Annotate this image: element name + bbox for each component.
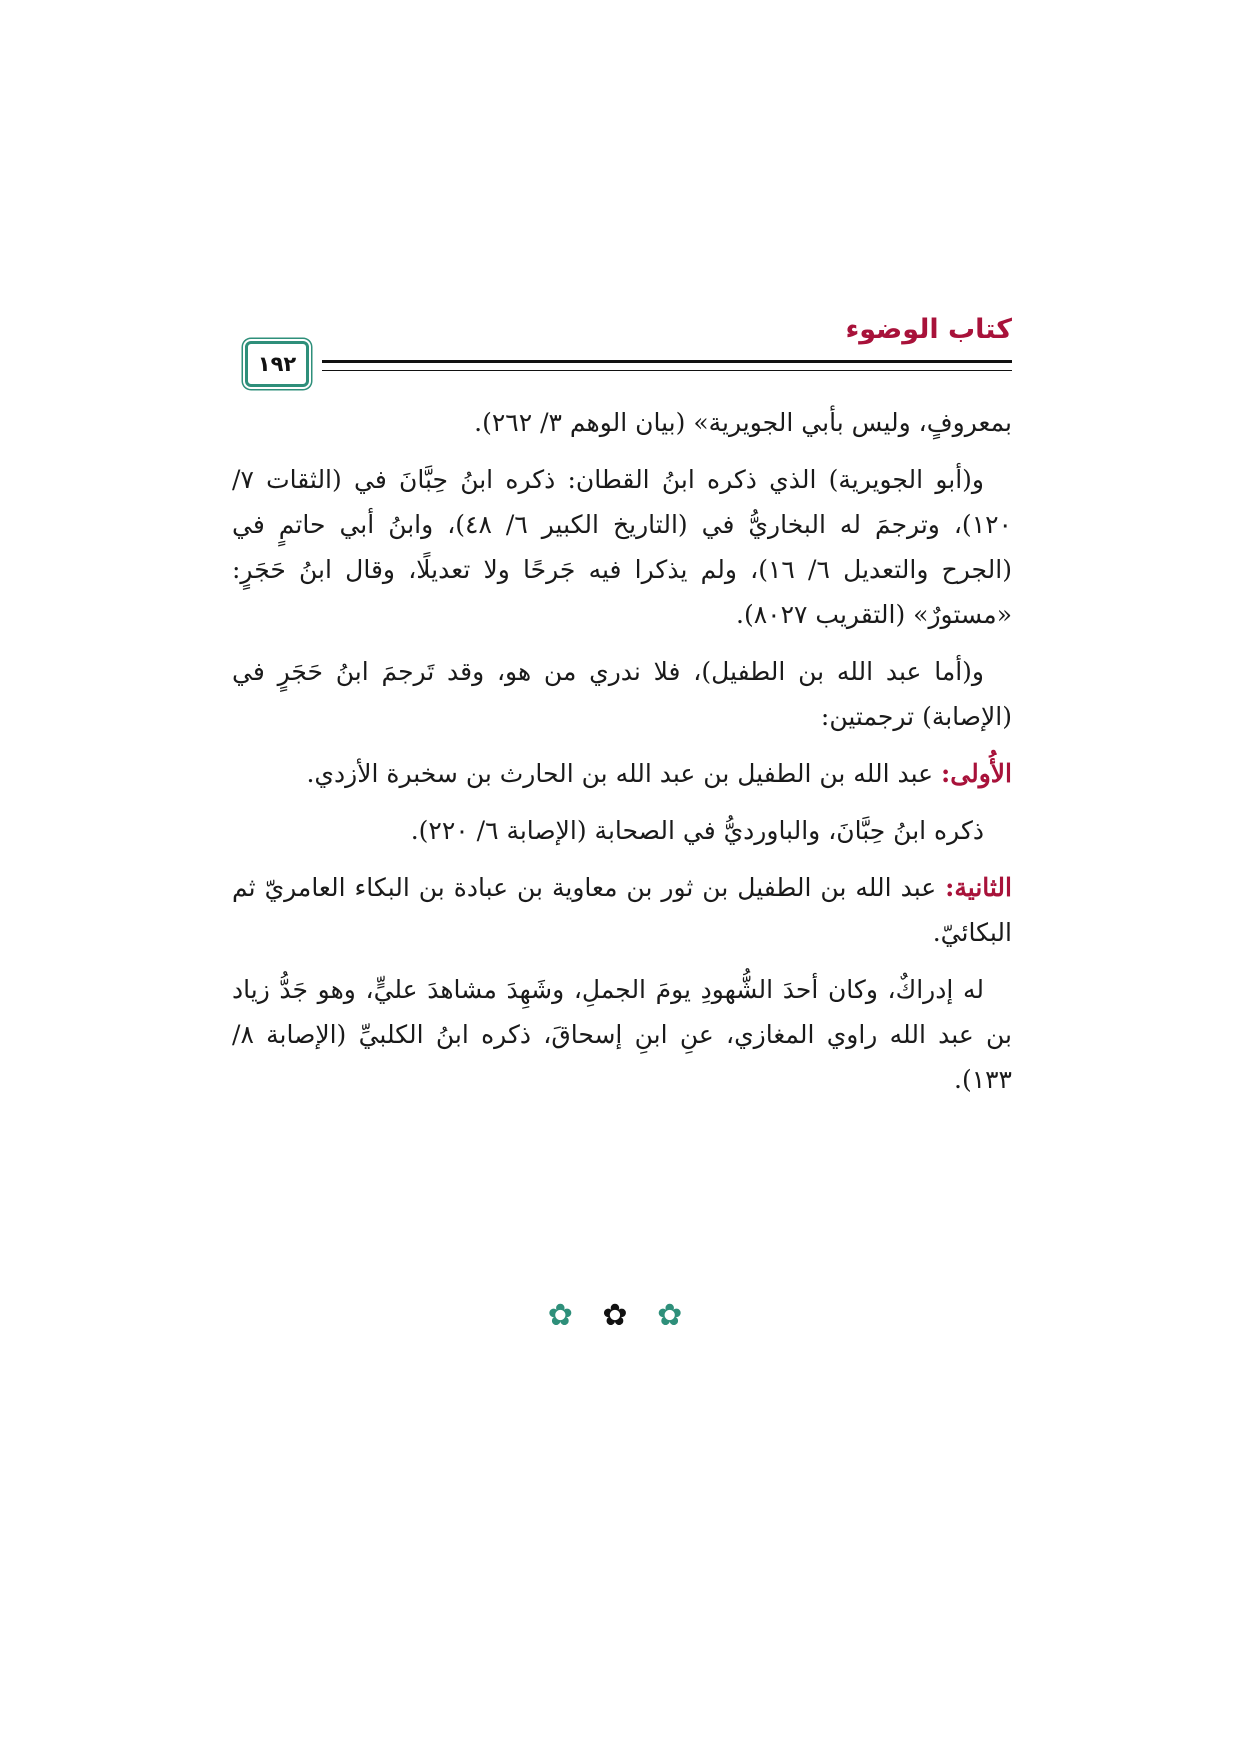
- header-rule-thin: [232, 370, 1012, 371]
- entry-label-first: الأُولى:: [941, 759, 1012, 788]
- flower-icon: ✿: [547, 1298, 583, 1333]
- entry-text: عبد الله بن الطفيل بن عبد الله بن الحارث بن سخبرة الأزدي.: [306, 759, 942, 788]
- paragraph: و(أبو الجويرية) الذي ذكره ابنُ القطان: ذكره ابنُ حِبَّانَ في (الثقات ٧/ ١٢٠)، وترجمَ له البخاريُّ في (التاريخ الكبير ٦/ ٤٨)، وابنُ أبي حاتمٍ في (الجرح والتعديل ٦/ ١٦)، ولم يذكرا فيه جَرحًا ولا تعديلًا، وقال ابنُ حَجَرٍ: «مستورٌ» (التقريب ٨٠٢٧).: [232, 465, 1012, 629]
- flower-icon: ✿: [657, 1298, 693, 1333]
- entry-label-second: الثانية:: [945, 873, 1012, 902]
- paragraph: و(أما عبد الله بن الطفيل)، فلا ندري من هو، وقد تَرجمَ ابنُ حَجَرٍ في (الإصابة) ترجمتين:: [232, 657, 1012, 731]
- paragraph: [232, 751, 1012, 796]
- entry-text: عبد الله بن الطفيل بن ثور بن معاوية بن عبادة بن البكاء العامريّ ثم البكائيّ.: [232, 873, 1012, 947]
- flower-icon: ✿: [602, 1298, 638, 1333]
- page-number-badge: [232, 336, 322, 392]
- paragraph: له إدراكٌ، وكان أحدَ الشُّهودِ يومَ الجملِ، وشَهِدَ مشاهدَ عليٍّ، وهو جَدُّ زياد بن عبد الله راوي المغازي، عنِ ابنِ إسحاقَ، ذكره ابنُ الكلبيِّ (الإصابة ٨/ ١٣٣).: [232, 975, 1012, 1094]
- page-body: [232, 400, 1012, 1114]
- section-end-ornaments: [0, 1298, 1240, 1333]
- ornamental-frame-icon: [245, 341, 309, 387]
- book-title: كتاب الوضوء: [845, 314, 1012, 345]
- page-number: ١٩٢: [257, 352, 297, 376]
- paragraph: بمعروفٍ، وليس بأبي الجويرية» (بيان الوهم ٣/ ٢٦٢).: [474, 408, 1012, 437]
- paragraph: ذكره ابنُ حِبَّانَ، والباورديُّ في الصحابة (الإصابة ٦/ ٢٢٠).: [410, 816, 984, 845]
- page-header: [232, 310, 1012, 390]
- header-rule-thick: [232, 360, 1012, 363]
- paragraph: [232, 865, 1012, 955]
